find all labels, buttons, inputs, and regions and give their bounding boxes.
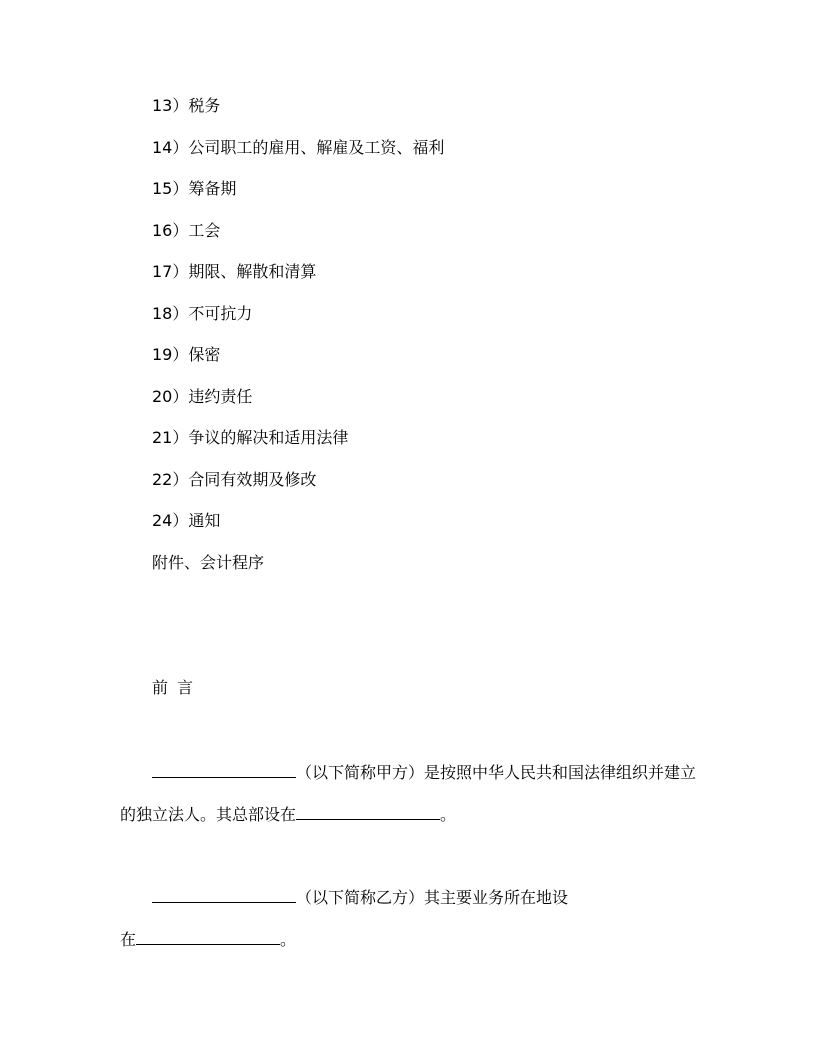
party-b-name-blank[interactable] xyxy=(152,886,296,903)
party-a-text: （以下简称甲方）是按照中华人民共和国法律组织并建立 xyxy=(296,763,697,782)
toc-item: 20）违约责任 xyxy=(152,387,253,406)
party-a-hq-end: 。 xyxy=(440,805,457,824)
toc-item: 18）不可抗力 xyxy=(152,304,253,323)
toc-item: 17）期限、解散和清算 xyxy=(152,262,317,281)
toc-item: 22）合同有效期及修改 xyxy=(152,470,317,489)
toc-item: 16）工会 xyxy=(152,221,221,240)
preface-heading-char: 前 xyxy=(152,678,169,697)
party-a-line-2 xyxy=(120,803,456,825)
party-a-hq-label: 的独立法人。其总部设在 xyxy=(120,805,297,824)
preface-heading xyxy=(152,678,193,698)
preface-heading-char: 言 xyxy=(177,678,194,697)
toc-item: 14）公司职工的雇用、解雇及工资、福利 xyxy=(152,138,445,157)
party-a-name-blank[interactable] xyxy=(152,761,296,778)
party-b-location-blank[interactable] xyxy=(136,928,280,945)
party-b-text: （以下简称乙方）其主要业务所在地设 xyxy=(296,888,569,907)
party-a-line-1 xyxy=(152,761,696,783)
party-b-line-2 xyxy=(120,928,296,950)
party-b-location-end: 。 xyxy=(280,930,297,949)
party-b-location-label: 在 xyxy=(120,930,137,949)
toc-item: 15）筹备期 xyxy=(152,179,237,198)
toc-appendix: 附件、会计程序 xyxy=(152,553,265,572)
party-a-hq-blank[interactable] xyxy=(296,803,440,820)
toc-item: 13）税务 xyxy=(152,96,221,115)
toc-item: 21）争议的解决和适用法律 xyxy=(152,428,349,447)
party-b-line-1 xyxy=(152,886,568,908)
toc-item: 19）保密 xyxy=(152,345,221,364)
toc-item: 24）通知 xyxy=(152,511,221,530)
